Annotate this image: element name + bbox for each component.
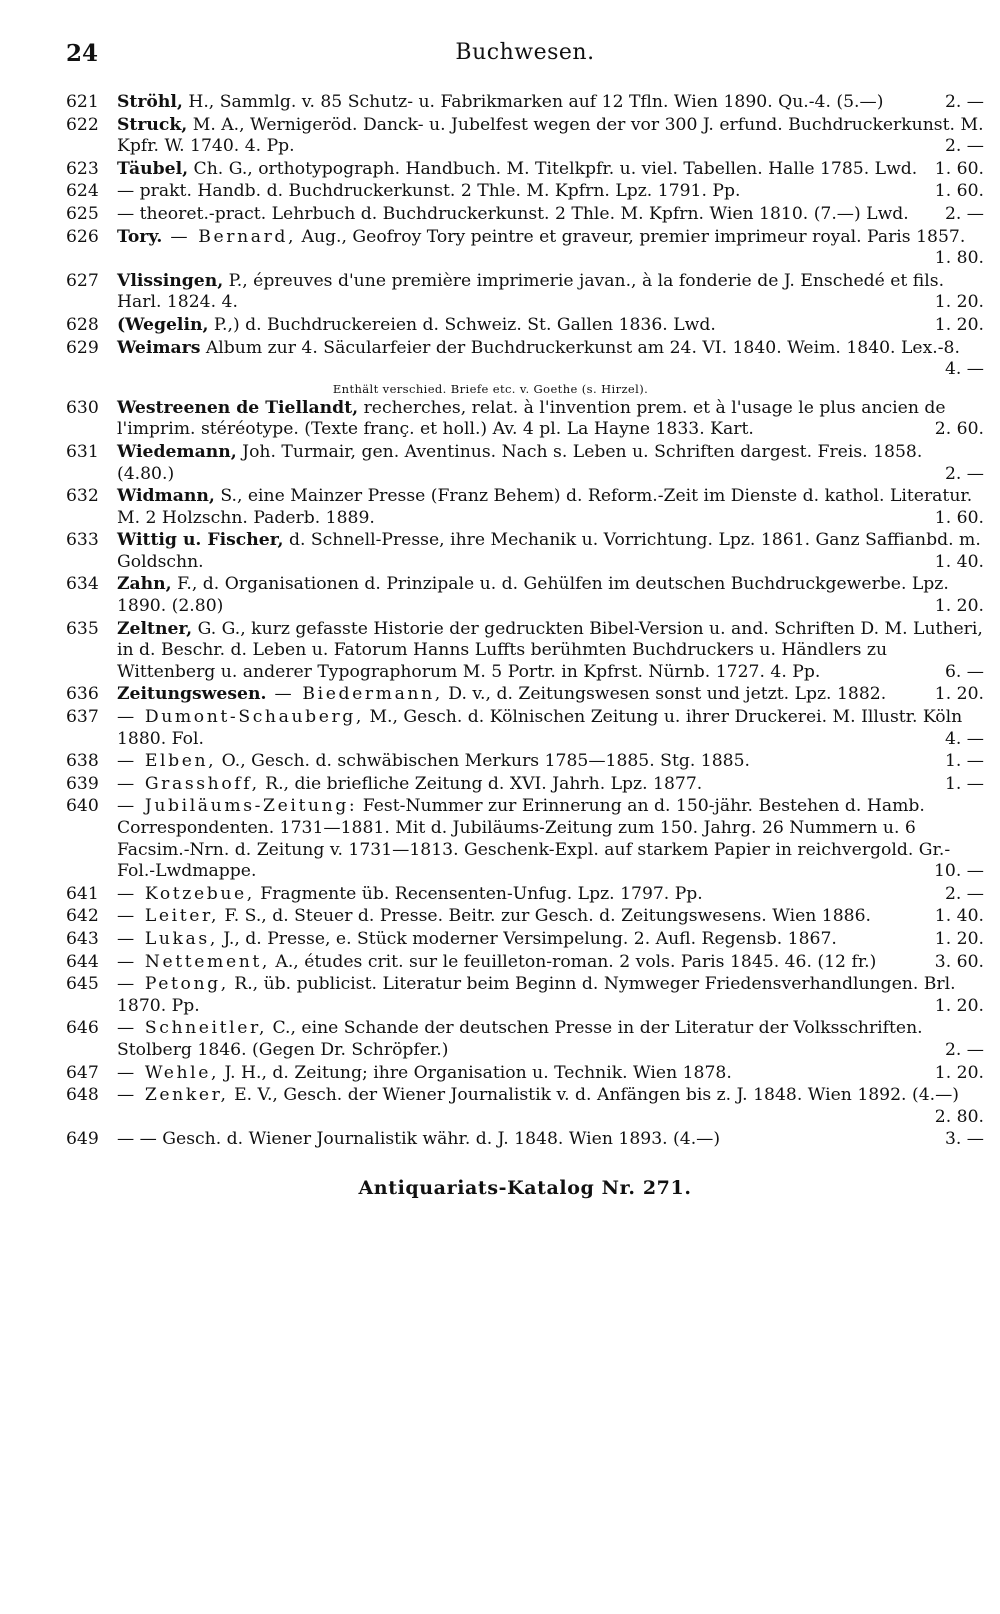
entry-description: J., d. Presse, e. Stück moderner Versimpelung. 2. Aufl. Regensb. 1867.: [217, 928, 837, 949]
entry-price: 1. 80.: [934, 248, 984, 269]
entry-price: 2. —: [944, 1039, 984, 1060]
entry-description: Fest-Nummer zur Erinnerung an d. 150-jähr. Bestehen d. Hamb. Correspondenten. 1731—1881. Mit d. Jubiläums-Zeitung zum 150. Jahrg. 26 Nummern u. 6 Facsim.-Nrn. d. Zeitung v. 1731—1813. Geschenk-Expl. auf starkem Papier in reichvergold. Gr.-Fol.-Lwdmappe.: [117, 796, 951, 882]
catalog-entry: [66, 159, 984, 181]
catalog-entry: [66, 530, 984, 573]
catalog-entry: [66, 751, 984, 773]
entry-body: [117, 204, 909, 224]
entry-body: [117, 906, 871, 926]
entry-body: [117, 952, 876, 972]
entry-price: 10. —: [934, 861, 984, 882]
entry-number: 648: [66, 1085, 99, 1106]
entry-description: M., Gesch. d. Kölnischen Zeitung u. ihrer Druckerei. M. Illustr. Köln 1880. Fol.: [117, 707, 963, 749]
entry-name: Struck,: [117, 114, 188, 135]
entry-number: 625: [66, 203, 99, 224]
entry-body: [117, 929, 837, 949]
entry-description: Aug., Geofroy Tory peintre et graveur, premier imprimeur royal. Paris 1857.: [296, 226, 966, 247]
catalog-entry: [66, 619, 984, 684]
entry-price: 2. —: [944, 463, 984, 484]
page-number: 24: [66, 40, 99, 67]
entry-price: 1. 20.: [934, 1062, 984, 1083]
catalog-entry: [66, 442, 984, 485]
entry-price: 1. 20.: [934, 928, 984, 949]
entry-name: (Wegelin,: [117, 314, 209, 335]
catalog-entry: [66, 181, 984, 203]
catalog-entry: [66, 1085, 984, 1128]
catalog-entry: [66, 774, 984, 796]
entry-spaced-name: — Leiter,: [117, 906, 220, 927]
catalog-entry: [66, 115, 984, 158]
entry-price: 1. 20.: [934, 995, 984, 1016]
entry-number: 635: [66, 618, 99, 639]
catalog-entry: [66, 929, 984, 951]
entry-description: D. v., d. Zeitungswesen sonst und jetzt. Lpz. 1882.: [442, 684, 887, 705]
catalog-entry: [66, 574, 984, 617]
entry-body: [117, 159, 917, 179]
entry-number: 645: [66, 974, 99, 995]
entry-number: 623: [66, 158, 99, 179]
catalog-entry: [66, 338, 984, 397]
catalog-entry: [66, 884, 984, 906]
catalog-entry: [66, 974, 984, 1017]
entry-price: 1. 20.: [934, 596, 984, 617]
entry-description: F. S., d. Steuer d. Presse. Beitr. zur Gesch. d. Zeitungswesens. Wien 1886.: [219, 906, 872, 927]
entry-body: [117, 574, 949, 616]
entry-number: 637: [66, 707, 99, 728]
catalog-entry: [66, 1018, 984, 1061]
entry-description: — prakt. Handb. d. Buchdruckerkunst. 2 Thle. M. Kpfrn. Lpz. 1791. Pp.: [117, 181, 741, 202]
catalog-entry: [66, 486, 984, 529]
entry-body: [117, 1018, 923, 1060]
entry-description: — — Gesch. d. Wiener Journalistik währ. d. J. 1848. Wien 1893. (4.—): [117, 1129, 721, 1150]
entry-number: 633: [66, 530, 99, 551]
entry-spaced-name: — Nettement,: [117, 951, 270, 972]
entry-note: Enthält verschied. Briefe etc. v. Goethe (s. Hirzel).: [332, 381, 649, 396]
catalog-entry: [66, 227, 984, 270]
entry-number: 641: [66, 883, 99, 904]
entry-price: 2. 60.: [934, 419, 984, 440]
entry-body: [117, 1129, 720, 1149]
catalog-entry: [66, 1063, 984, 1085]
entry-spaced-name: — Lukas,: [117, 928, 218, 949]
entry-body: [117, 442, 922, 484]
catalog-entry: [66, 271, 984, 314]
entry-name: Zeitungswesen.: [117, 684, 267, 705]
entry-price: 4. —: [944, 728, 984, 749]
entry-number: 639: [66, 773, 99, 794]
entry-number: 628: [66, 314, 99, 335]
catalog-entry: [66, 796, 984, 882]
entry-number: 636: [66, 684, 99, 705]
entry-number: 629: [66, 337, 99, 358]
catalog-entry: [66, 92, 984, 114]
entry-price: 4. —: [944, 359, 984, 380]
entry-body: [117, 796, 950, 881]
entry-spaced-name: — Kotzebue,: [117, 883, 255, 904]
entry-body: [117, 974, 956, 1016]
entry-price: 1. 20.: [934, 292, 984, 313]
entry-number: 649: [66, 1129, 99, 1150]
entry-name: Tory.: [117, 226, 163, 247]
entry-number: 634: [66, 574, 99, 595]
entry-description: F., d. Organisationen d. Prinzipale u. d. Gehülfen im deutschen Buchdruckgewerbe. Lpz. 1890. (2.80): [117, 574, 949, 617]
entry-description: R., üb. publicist. Literatur beim Beginn d. Nymweger Friedensverhandlungen. Brl. 1870. Pp.: [117, 974, 956, 1016]
entry-number: 642: [66, 906, 99, 927]
entry-body: [117, 92, 883, 112]
entry-body: [117, 751, 750, 771]
entry-name: Zeltner,: [117, 618, 193, 639]
entry-body: [117, 227, 965, 247]
entry-number: 644: [66, 951, 99, 972]
entry-price: 1. 20.: [934, 314, 984, 335]
catalog-entry: [66, 1129, 984, 1151]
entry-description: G. G., kurz gefasste Historie der gedruckten Bibel-Version u. and. Schriften D. M. Lutheri, in d. Beschr. d. Leben u. Fatorum Hanns Luffts berühmten Buchdruckers u. Händlers zu Wittenberg u. anderer Typographorum M. 5 Portr. in Kpfrst. Nürnb. 1727. 4. Pp.: [117, 618, 983, 682]
entry-name: Ströhl,: [117, 92, 183, 112]
entry-body: [117, 338, 960, 358]
entry-body: [117, 486, 972, 528]
catalog-entry: [66, 398, 984, 441]
entry-body: [117, 271, 944, 313]
entry-description: R., die briefliche Zeitung d. XVI. Jahrh. Lpz. 1877.: [259, 773, 703, 794]
entry-body: [117, 619, 983, 682]
entry-spaced-name: — Zenker,: [117, 1085, 229, 1106]
entry-name: Zahn,: [117, 574, 172, 595]
catalog-entry: [66, 684, 984, 706]
entry-name: Täubel,: [117, 158, 189, 179]
entry-description: S., eine Mainzer Presse (Franz Behem) d. Reform.-Zeit im Dienste d. kathol. Literatur. M. 2 Holzschn. Paderb. 1889.: [117, 486, 973, 528]
entry-number: 624: [66, 181, 99, 202]
catalog-entries: [66, 92, 984, 1151]
entry-name: Widmann,: [117, 486, 215, 507]
entry-price: 1. 40.: [934, 906, 984, 927]
entry-spaced-name: — Schneitler,: [117, 1018, 268, 1039]
entry-price: 6. —: [944, 661, 984, 682]
entry-body: [117, 1063, 732, 1083]
entry-spaced-name: — Grasshoff,: [117, 773, 260, 794]
entry-number: 640: [66, 796, 99, 817]
entry-body: [117, 707, 962, 749]
running-head: Buchwesen.: [455, 40, 595, 65]
entry-description: E. V., Gesch. der Wiener Journalistik v. d. Anfängen bis z. J. 1848. Wien 1892. (4.—): [228, 1085, 959, 1106]
entry-description: recherches, relat. à l'invention prem. et à l'usage le plus ancien de l'imprim. stéréotype. (Texte franç. et holl.) Av. 4 pl. La Hayne 1833. Kart.: [117, 397, 946, 440]
entry-description: d. Schnell-Presse, ihre Mechanik u. Vorrichtung. Lpz. 1861. Ganz Saffianbd. m. Goldschn.: [117, 530, 981, 572]
entry-number: 646: [66, 1018, 99, 1039]
entry-description: — theoret.-pract. Lehrbuch d. Buchdruckerkunst. 2 Thle. M. Kpfrn. Wien 1810. (7.—) Lwd.: [117, 203, 909, 224]
catalog-entry: [66, 204, 984, 226]
entry-body: [117, 884, 703, 904]
catalog-entry: [66, 906, 984, 928]
entry-price: 3. 60.: [934, 951, 984, 972]
entry-spaced-name: — Bernard,: [162, 226, 297, 247]
entry-number: 643: [66, 928, 99, 949]
entry-price: 2. —: [944, 92, 984, 112]
entry-price: 2. —: [944, 203, 984, 224]
entry-number: 630: [66, 397, 99, 418]
entry-spaced-name: — Wehle,: [117, 1062, 220, 1083]
entry-body: [117, 398, 946, 440]
entry-description: Joh. Turmair, gen. Aventinus. Nach s. Leben u. Schriften dargest. Freis. 1858. (4.80.): [117, 441, 923, 484]
entry-price: 1. 60.: [934, 181, 984, 202]
entry-number: 632: [66, 486, 99, 507]
entry-description: A., études crit. sur le feuilleton-roman. 2 vols. Paris 1845. 46. (12 fr.): [269, 951, 877, 972]
catalog-entry: [66, 707, 984, 750]
entry-price: 1. —: [944, 773, 984, 794]
entry-spaced-name: — Biedermann,: [266, 684, 443, 705]
entry-number: 621: [66, 92, 99, 112]
entry-body: [117, 1085, 959, 1105]
entry-body: [117, 774, 702, 794]
entry-price: 1. —: [944, 751, 984, 772]
entry-number: 622: [66, 114, 99, 135]
entry-price: 1. 20.: [934, 684, 984, 705]
entry-description: Album zur 4. Säcularfeier der Buchdruckerkunst am 24. VI. 1840. Weim. 1840. Lex.-8.: [200, 337, 960, 358]
entry-description: Fragmente üb. Recensenten-Unfug. Lpz. 1797. Pp.: [254, 883, 703, 904]
entry-description: O., Gesch. d. schwäbischen Merkurs 1785—1885. Stg. 1885.: [216, 751, 750, 772]
catalog-entry: [66, 315, 984, 337]
entry-spaced-name: — Petong,: [117, 974, 229, 995]
entry-description: H., Sammlg. v. 85 Schutz- u. Fabrikmarken auf 12 Tfln. Wien 1890. Qu.-4. (5.—): [182, 92, 884, 112]
entry-body: [117, 530, 981, 572]
entry-number: 627: [66, 270, 99, 291]
entry-description: Ch. G., orthotypograph. Handbuch. M. Titelkpfr. u. viel. Tabellen. Halle 1785. Lwd.: [188, 158, 918, 179]
entry-price: 1. 60.: [934, 507, 984, 528]
entry-body: [117, 315, 716, 335]
entry-name: Wiedemann,: [117, 441, 237, 462]
entry-price: 1. 40.: [934, 551, 984, 572]
entry-description: C., eine Schande der deutschen Presse in der Literatur der Volksschriften. Stolberg 1846. (Gegen Dr. Schröpfer.): [117, 1018, 923, 1060]
entry-spaced-name: — Jubiläums-Zeitung:: [117, 796, 358, 817]
entry-spaced-name: — Elben,: [117, 751, 217, 772]
entry-description: J. H., d. Zeitung; ihre Organisation u. Technik. Wien 1878.: [219, 1062, 732, 1083]
entry-body: [117, 181, 740, 201]
entry-price: 2. —: [944, 136, 984, 157]
entry-price: 1. 60.: [934, 158, 984, 179]
entry-name: Westreenen de Tiellandt,: [117, 397, 359, 418]
entry-spaced-name: — Dumont-Schauberg,: [117, 707, 364, 728]
entry-number: 626: [66, 226, 99, 247]
entry-price: 3. —: [944, 1129, 984, 1150]
entry-body: [117, 684, 886, 704]
catalog-footer: Antiquariats-Katalog Nr. 271.: [358, 1176, 692, 1199]
entry-price: 2. 80.: [934, 1106, 984, 1127]
entry-number: 647: [66, 1062, 99, 1083]
catalog-entry: [66, 952, 984, 974]
entry-name: Wittig u. Fischer,: [117, 530, 284, 551]
entry-name: Vlissingen,: [117, 270, 224, 291]
entry-number: 631: [66, 441, 99, 462]
entry-description: P., épreuves d'une première imprimerie javan., à la fonderie de J. Enschedé et fils. Harl. 1824. 4.: [117, 270, 945, 313]
entry-description: P.,) d. Buchdruckereien d. Schweiz. St. Gallen 1836. Lwd.: [208, 314, 716, 335]
entry-price: 2. —: [944, 883, 984, 904]
entry-body: [117, 115, 984, 157]
entry-description: M. A., Wernigeröd. Danck- u. Jubelfest wegen der vor 300 J. erfund. Buchdruckerkunst. M. Kpfr. W. 1740. 4. Pp.: [117, 114, 984, 157]
entry-number: 638: [66, 751, 99, 772]
page-header: [66, 40, 984, 80]
catalog-page: [66, 40, 984, 1199]
entry-name: Weimars: [117, 337, 201, 358]
